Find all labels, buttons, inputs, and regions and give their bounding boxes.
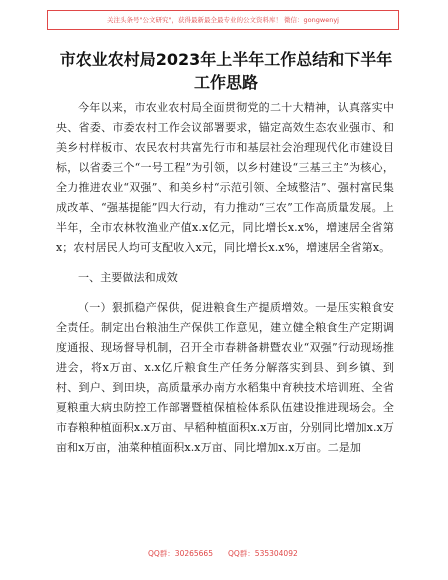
footer-qq-group-2: QQ群：535304092 [228,549,298,558]
footer-qq-group-1: QQ群：30265665 [148,549,213,558]
header-banner: 关注头条号"公文研究"，获得最新最全最专业的公文资料库！ 微信：gongwenyj [47,10,399,30]
footer [0,546,448,562]
document-title: 市农业农村局2023年上半年工作总结和下半年工作思路 [59,50,393,92]
body-paragraph: （一）狠抓稳产保供，促进粮食生产提质增效。一是压实粮食安全责任。制定出台粮油生产保供工作意见，建立健全粮食生产定期调度通报、现场督导机制，召开全市春耕备耕暨农业“双强”行动现场推进会，将x万亩、x.x亿斤粮食生产任务分解落实到县、到乡镇、到村、到户、到田块，高质量承办南方水稻集中育秧技术培训班、全省夏粮重大病虫防控工作部署暨植保植检体系队伍建设推进现场会。全市春粮种植面积x.x万亩、早稻种植面积x.x万亩，分别同比增加x.x万亩和x万亩，油菜种植面积x.x万亩、同比增加x.x万亩。二是加 [56,301,394,454]
section-heading: 一、主要做法和成效 [78,271,178,284]
document-body [56,98,394,458]
intro-paragraph: 今年以来，市农业农村局全面贯彻党的二十大精神，认真落实中央、省委、市委农村工作会议部署要求，锚定高效生态农业强市、和美乡村样板市、农民农村共富先行市和基层社会治理现代化市建设目标，以省委三个“一号工程”为引领，以乡村建设“三基三主”为核心，全力推进农业“双强”、和美乡村“示范引领、全域整洁”、强村富民集成改革、“强基提能”四大行动，有力推动“三农”工作高质量发展。上半年，全市农林牧渔业产值x.x亿元，同比增长x.x%，增速居全省第x；农村居民人均可支配收入x元，同比增长x.x%，增速居全省第x。 [56,101,394,254]
